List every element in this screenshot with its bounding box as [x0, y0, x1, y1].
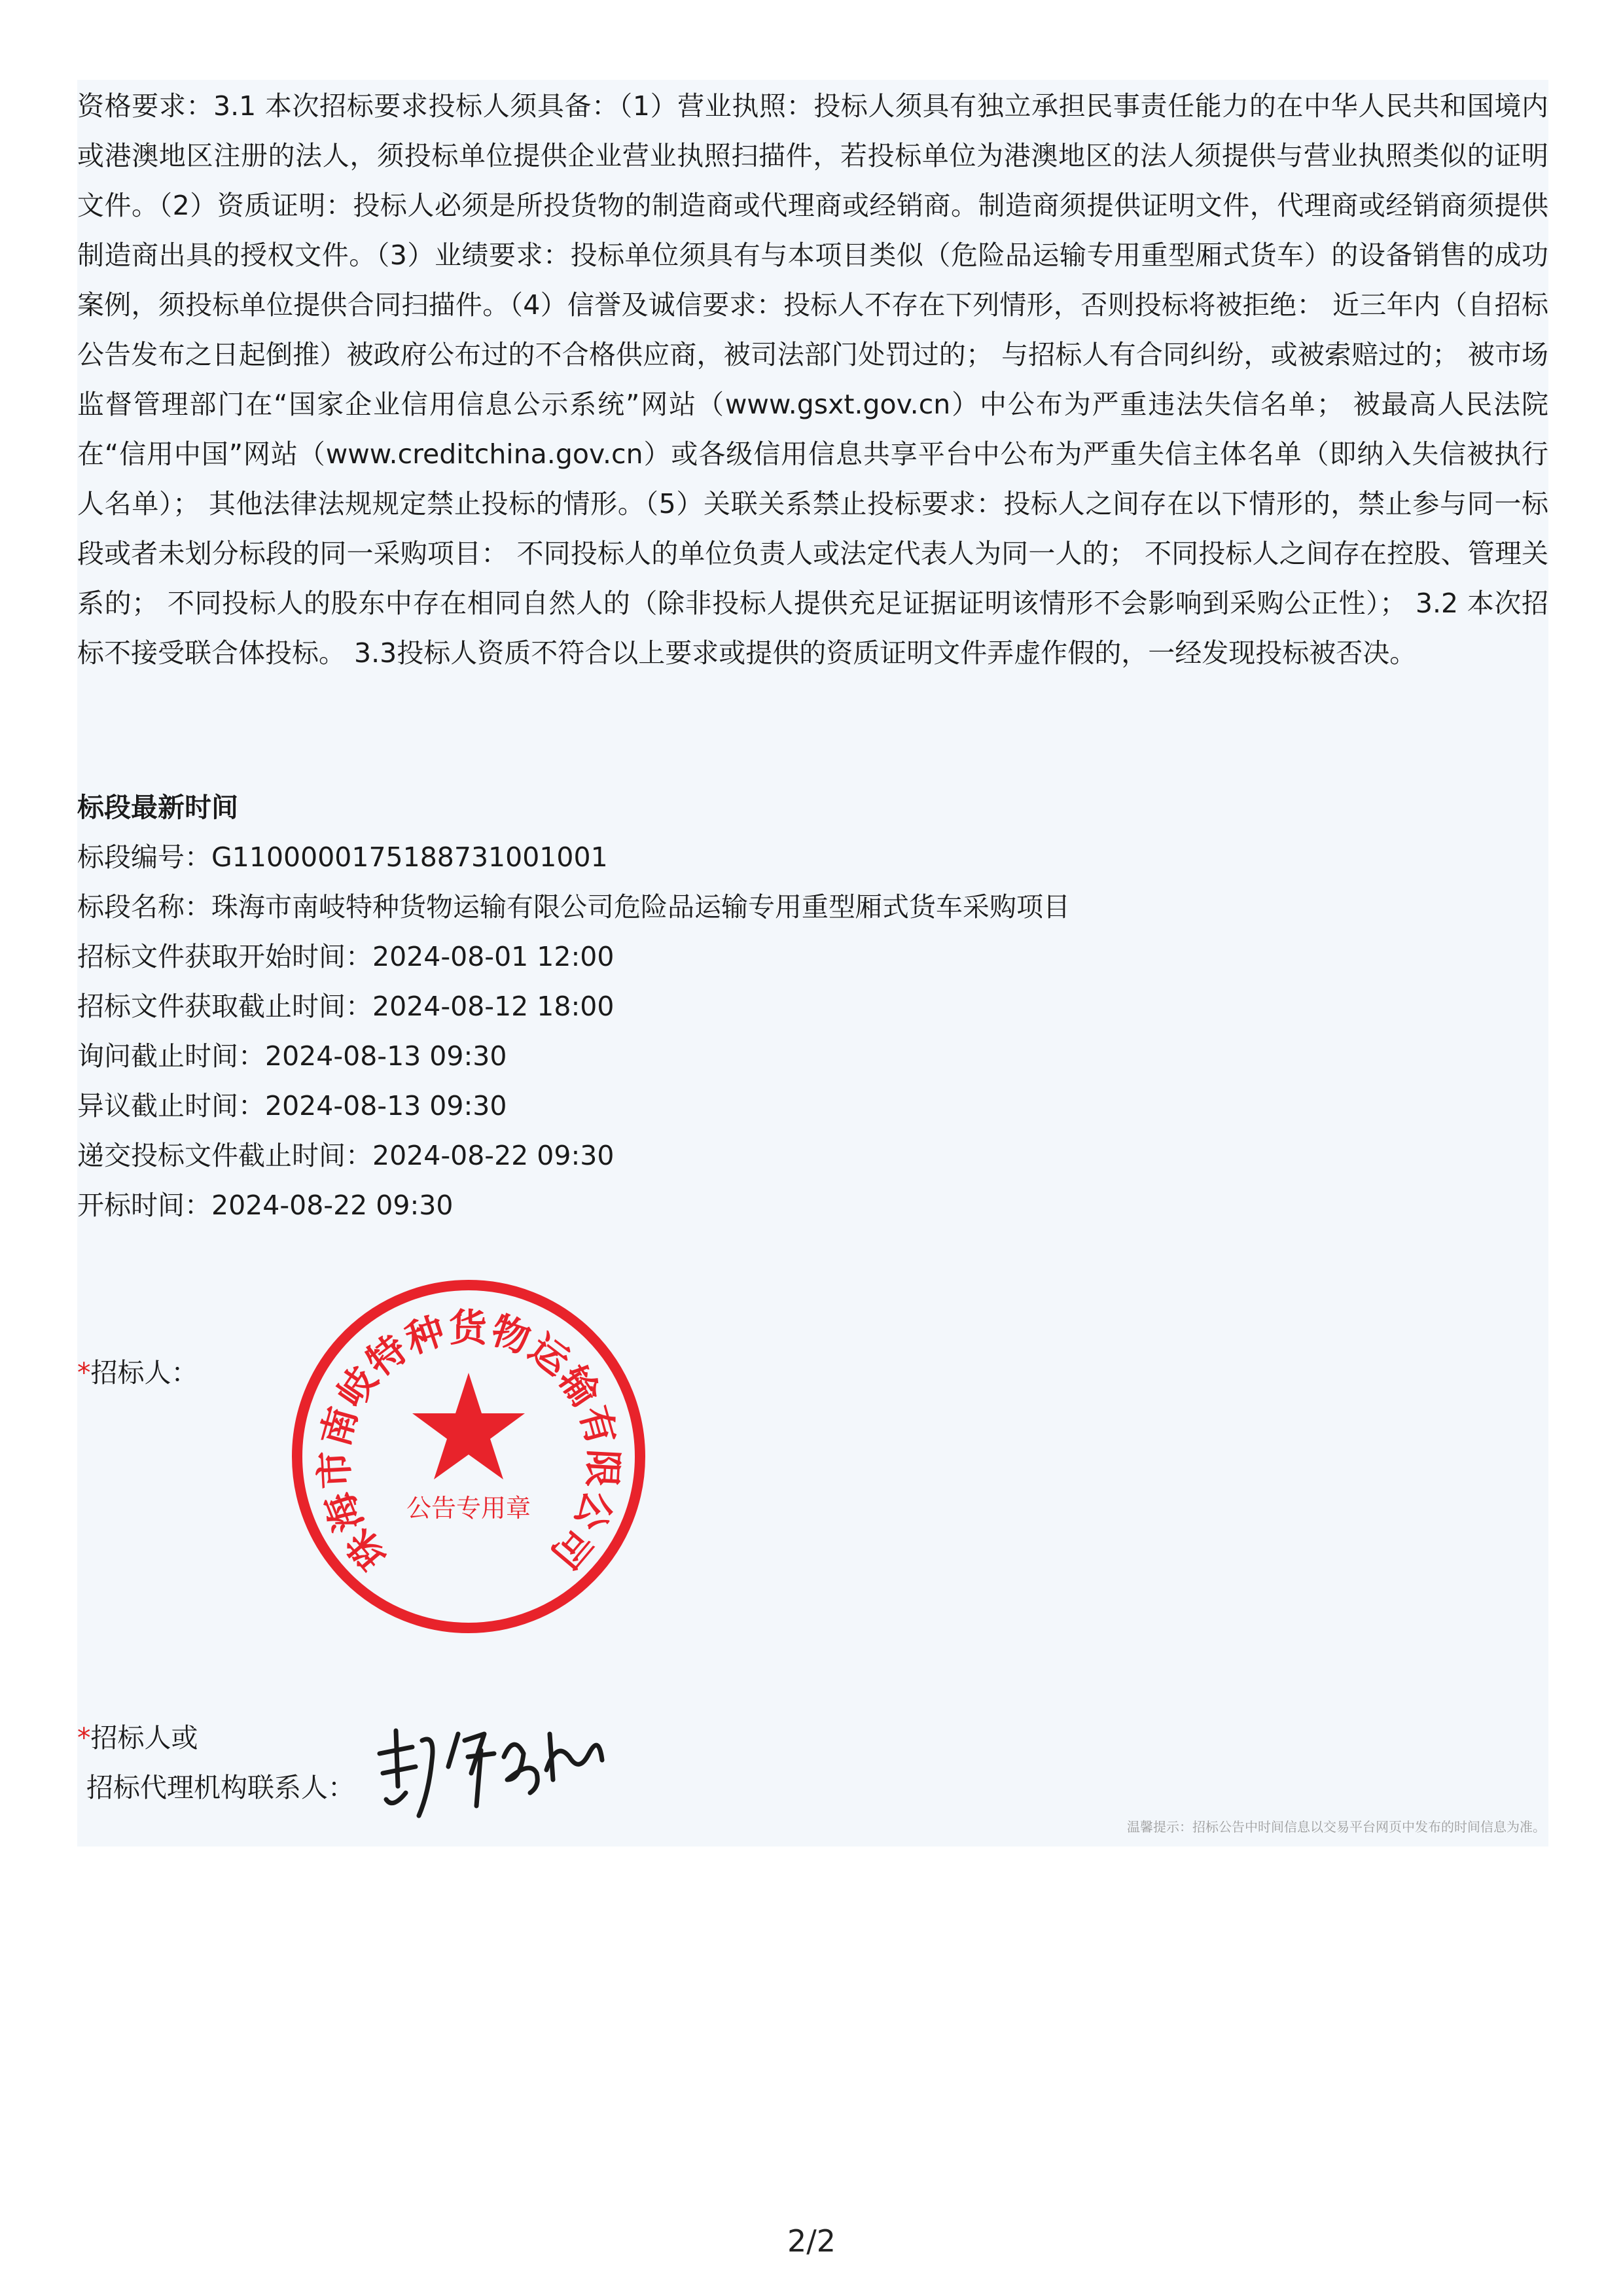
bid-submission-deadline: 递交投标文件截止时间：2024-08-22 09:30: [77, 1140, 615, 1171]
doc-obtain-end-time: 招标文件获取截止时间：2024-08-12 18:00: [77, 991, 615, 1022]
friendly-tip: 温馨提示：招标公告中时间信息以交易平台网页中发布的时间信息为准。: [1127, 1819, 1546, 1835]
objection-deadline: 异议截止时间：2024-08-13 09:30: [77, 1090, 507, 1122]
seal-star-icon: [412, 1373, 525, 1479]
tenderer-label: 招标人：: [90, 1357, 198, 1388]
qualification-requirements: 资格要求：3.1 本次招标要求投标人须具备：（1）营业执照：投标人须具有独立承担民事责任能力的在中华人民共和国境内或港澳地区注册的法人，须投标单位提供企业营业执照扫描件，若投标单位为港澳地区的法人须提供与营业执照类似的证明文件。（2）资质证明：投标人必须是所投货物的制造商或代理商或经销商。制造商须提供证明文件，代理商或经销商须提供制造商出具的授权文件。（3）业绩要求：投标单位须具有与本项目类似（危险品运输专用重型厢式货车）的设备销售的成功案例，须投标单位提供合同扫描件。（4）信誉及诚信要求：投标人不存在下列情形，否则投标将被拒绝： 近三年内（自招标公告发布之日起倒推）被政府公布过的不合格供应商，被司法部门处罚过的； 与招标人有合同纠纷，或被索赔过的； 被市场监督管理部门在“国家企业信用信息公示系统”网站（www.gsxt.gov.cn）中公布为严重违法失信名单； 被最高人民法院在“信用中国”网站（www.creditchina.gov.cn）或各级信用信息共享平台中公布为严重失信主体名单（即纳入失信被执行人名单）； 其他法律法规规定禁止投标的情形。（5）关联关系禁止投标要求：投标人之间存在以下情形的，禁止参与同一标段或者未划分标段的同一采购项目： 不同投标人的单位负责人或法定代表人为同一人的； 不同投标人之间存在控股、管理关系的； 不同投标人的股东中存在相同自然人的（除非投标人提供充足证据证明该情形不会影响到采购公正性）； 3.2 本次招标不接受联合体投标。 3.3投标人资质不符合以上要求或提供的资质证明文件弄虚作假的，一经发现投标被否决。: [77, 90, 1548, 669]
tenderer-label-row: [77, 1348, 198, 1398]
contact-label-line2: 招标代理机构联系人：: [86, 1772, 355, 1803]
seal-company-name: 珠海市南岐特种货物运输有限公司: [311, 1305, 626, 1578]
seal-purpose: 公告专用章: [406, 1494, 531, 1523]
page-number: 2/2: [787, 2223, 836, 2259]
required-mark-contact: *: [77, 1722, 91, 1754]
inquiry-deadline: 询问截止时间：2024-08-13 09:30: [77, 1040, 507, 1072]
contact-label-row-2: [86, 1763, 355, 1812]
contact-label-line1: 招标人或: [90, 1722, 198, 1754]
section-latest-time-title: 标段最新时间: [77, 792, 238, 823]
bid-opening-time: 开标时间：2024-08-22 09:30: [77, 1190, 454, 1221]
company-seal-stamp: [285, 1273, 652, 1640]
handwritten-signature: [373, 1695, 635, 1826]
section-name: 标段名称：珠海市南岐特种货物运输有限公司危险品运输专用重型厢式货车采购项目: [77, 891, 1070, 923]
section-number: 标段编号：G1100000175188731001001: [77, 841, 608, 873]
section-time-list: [77, 832, 1070, 1230]
contact-label-row: [77, 1713, 198, 1763]
doc-obtain-start-time: 招标文件获取开始时间：2024-08-01 12:00: [77, 941, 615, 972]
required-mark: *: [77, 1357, 91, 1388]
